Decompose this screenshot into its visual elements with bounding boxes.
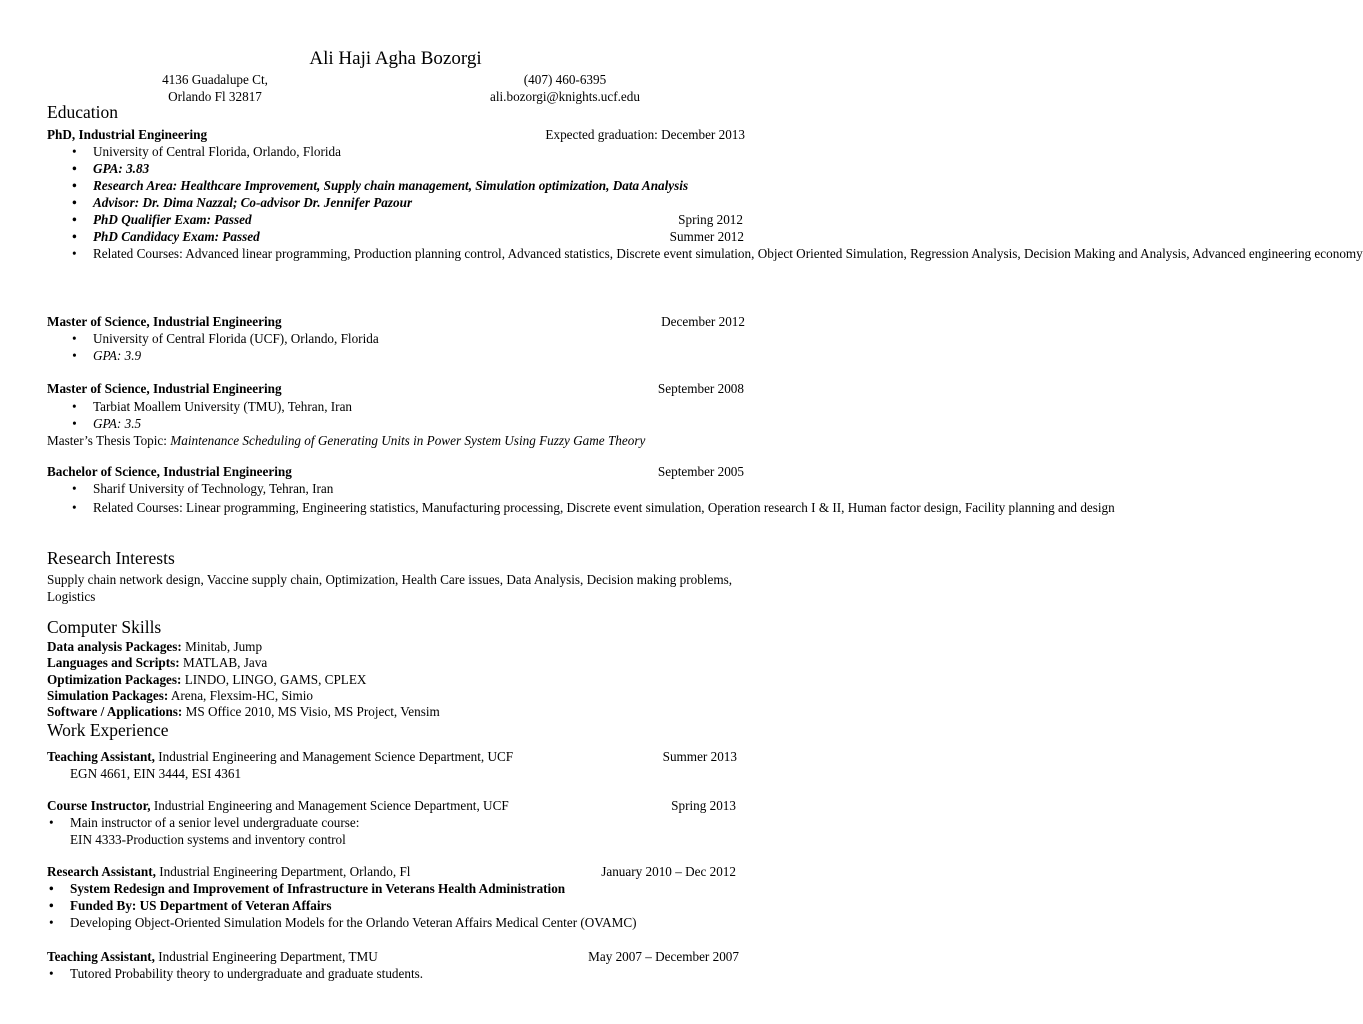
job-org: Industrial Engineering and Management Science Department, UCF [154, 749, 514, 764]
resume-name: Ali Haji Agha Bozorgi [309, 48, 482, 69]
bs-degree: Bachelor of Science, Industrial Engineering [47, 464, 292, 479]
ms-tmu-degree: Master of Science, Industrial Engineering [47, 381, 282, 396]
skill-row [47, 639, 440, 655]
job-title: Course Instructor, [47, 798, 151, 813]
list-item: • GPA: 3.9 [93, 347, 379, 364]
skill-value: MS Office 2010, MS Visio, MS Project, Vensim [182, 704, 440, 720]
address-block [160, 71, 270, 105]
job-date: January 2010 – Dec 2012 [601, 864, 736, 879]
job-date: Spring 2013 [671, 798, 736, 813]
skill-value: MATLAB, Java [179, 655, 268, 671]
skill-label: Simulation Packages: [47, 687, 169, 703]
email: ali.bozorgi@knights.ucf.edu [490, 89, 640, 104]
thesis-title: Maintenance Scheduling of Generating Units in Power System Using Fuzzy Game Theory [170, 433, 646, 448]
job-title: Teaching Assistant, [47, 949, 155, 964]
job-detail: EGN 4661, EIN 3444, ESI 4361 [70, 766, 242, 781]
ms-tmu-details [93, 398, 352, 432]
research-text: Supply chain network design, Vaccine supply chain, Optimization, Health Care issues, Data Analysis, Decision making problems, Logistics [47, 572, 733, 604]
ms-ucf-date: December 2012 [661, 314, 745, 329]
skill-value: Minitab, Jump [181, 639, 263, 654]
list-item: • Related Courses: Advanced linear programming, Production planning control, Advanced statistics, Discrete event simulation, Object Oriented Simulation, Regression Analysis, Decision Making and Analysis, Advanced engineering economy [93, 245, 745, 262]
list-item: • Tarbiat Moallem University (TMU), Tehran, Iran [93, 398, 352, 415]
thesis-label: Master’s Thesis Topic: [47, 433, 171, 448]
skills-list [47, 639, 440, 720]
list-item: • Sharif University of Technology, Tehran, Iran [93, 480, 745, 497]
skill-value: Arena, Flexsim-HC, Simio [168, 687, 313, 703]
job-title-line [47, 797, 509, 814]
job-org: Industrial Engineering Department, Orlando, Fl [155, 864, 411, 879]
list-item: • Advisor: Dr. Dima Nazzal; Co-advisor Dr. Jennifer Pazour [93, 194, 745, 211]
bs-date: September 2005 [657, 464, 744, 479]
skill-value: LINDO, LINGO, GAMS, CPLEX [181, 671, 367, 687]
work-heading: Work Experience [47, 720, 169, 740]
job-date: May 2007 – December 2007 [588, 949, 739, 964]
list-item: • Developing Object-Oriented Simulation Models for the Orlando Veteran Affairs Medical Center (OVAMC) [70, 914, 637, 931]
address-line2: Orlando Fl 32817 [168, 89, 262, 104]
ms-ucf-degree: Master of Science, Industrial Engineering [47, 314, 282, 329]
list-item: • Funded By: US Department of Veteran Affairs [70, 897, 637, 914]
ms-tmu-date: September 2008 [657, 381, 744, 396]
phone: (407) 460-6395 [523, 72, 607, 87]
list-item: • University of Central Florida, Orlando, Florida [93, 143, 745, 160]
candidacy-date: Summer 2012 [669, 229, 744, 244]
skill-row [47, 655, 440, 671]
research-heading: Research Interests [47, 548, 175, 568]
job-bullets [70, 880, 637, 931]
job-title-line [47, 863, 410, 880]
list-item: • Tutored Probability theory to undergraduate and graduate students. [70, 965, 423, 982]
job-title-line [47, 748, 513, 765]
list-item: • PhD Qualifier Exam: Passed [93, 211, 745, 228]
list-item: • Research Area: Healthcare Improvement, Supply chain management, Simulation optimization, Data Analysis [93, 177, 745, 194]
phd-degree: PhD, Industrial Engineering [47, 127, 208, 142]
skill-label: Languages and Scripts: [47, 655, 180, 671]
skill-label: Software / Applications: [47, 704, 183, 720]
list-item: • Related Courses: Linear programming, Engineering statistics, Manufacturing processing, Discrete event simulation, Operation research I & II, Human factor design, Facility planning and design [93, 499, 745, 516]
job-title: Research Assistant, [47, 864, 156, 879]
job-title: Teaching Assistant, [47, 749, 155, 764]
skill-row [47, 688, 440, 704]
thesis-line [47, 432, 645, 449]
skill-label: Data analysis Packages: [47, 639, 182, 654]
job-detail: EIN 4333-Production systems and inventory control [70, 832, 346, 847]
skill-row [47, 704, 440, 720]
list-item: • PhD Candidacy Exam: Passed [93, 228, 745, 245]
list-item: • University of Central Florida (UCF), Orlando, Florida [93, 330, 379, 347]
phd-date: Expected graduation: December 2013 [545, 127, 745, 142]
job-date: Summer 2013 [662, 749, 737, 764]
list-item: • GPA: 3.5 [93, 415, 352, 432]
address-line1: 4136 Guadalupe Ct, [162, 72, 268, 87]
job-title-line [47, 948, 378, 965]
ms-ucf-details [93, 330, 379, 364]
job-org: Industrial Engineering Department, TMU [154, 949, 378, 964]
skills-heading: Computer Skills [47, 617, 162, 637]
job-bullets [70, 814, 359, 831]
bs-details [93, 480, 1115, 516]
job-org: Industrial Engineering and Management Science Department, UCF [150, 798, 509, 813]
education-heading: Education [47, 102, 118, 122]
list-item: • GPA: 3.83 [93, 160, 745, 177]
qualifier-date: Spring 2012 [678, 212, 743, 227]
contact-block [480, 71, 650, 105]
list-item: • Main instructor of a senior level undergraduate course: [70, 814, 359, 831]
job-bullets [70, 965, 423, 982]
skill-row [47, 672, 440, 688]
list-item: • System Redesign and Improvement of Infrastructure in Veterans Health Administration [70, 880, 637, 897]
skill-label: Optimization Packages: [47, 671, 182, 687]
